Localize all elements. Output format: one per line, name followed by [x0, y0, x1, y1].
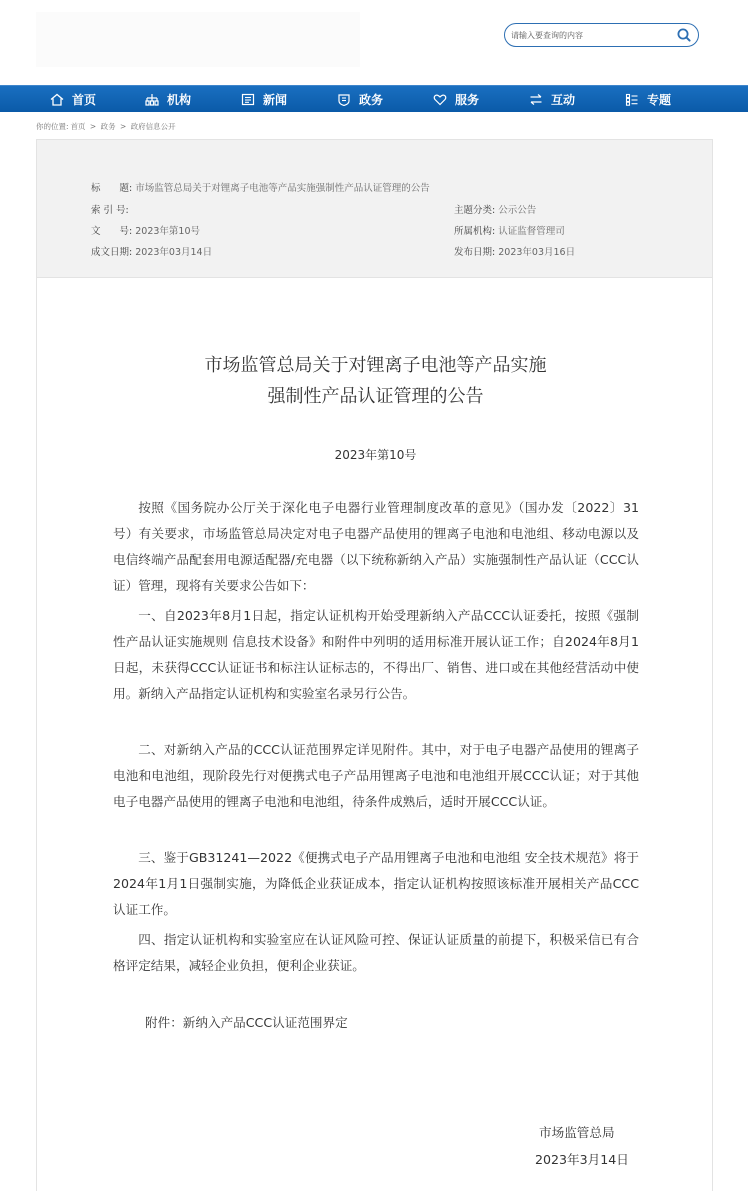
article-body	[36, 278, 713, 1191]
info-created-value: 2023年03月14日	[135, 247, 213, 258]
breadcrumb-sep: >	[120, 122, 127, 131]
nav-item-news[interactable]	[241, 86, 287, 113]
info-category-label: 主题分类:	[454, 205, 496, 216]
info-index-label: 索 引 号:	[91, 205, 129, 216]
nav-label: 新闻	[263, 93, 288, 107]
info-published-row	[454, 244, 575, 258]
breadcrumb-item-gov[interactable]: 政务	[100, 122, 116, 131]
nav-label: 政务	[359, 93, 384, 107]
list-icon	[625, 93, 639, 106]
info-title-row	[91, 180, 430, 194]
nav-label: 专题	[647, 93, 672, 107]
exchange-icon	[529, 93, 543, 106]
nav-label: 服务	[455, 93, 480, 107]
article-paragraph-intro: 按照《国务院办公厅关于深化电子电器行业管理制度改革的意见》（国办发〔2022〕31号）有关要求，市场监管总局决定对电子电器产品使用的锂离子电池和电池组、移动电源以及电信终端产品配套用电源适配器/充电器（以下统称新纳入产品）实施强制性产品认证（CCC认证）管理，现将有关要求公告如下：	[113, 500, 639, 593]
info-agency-label: 所属机构:	[454, 226, 496, 237]
article-paragraph-4: 四、指定认证机构和实验室应在认证风险可控、保证认证质量的前提下，积极采信已有合格评定结果，减轻企业负担，便利企业获证。	[113, 932, 639, 973]
article-docno: 2023年第10号	[334, 448, 417, 462]
breadcrumb	[36, 121, 178, 132]
site-logo[interactable]	[36, 12, 360, 67]
info-index-row	[91, 202, 129, 216]
info-published-value: 2023年03月16日	[498, 247, 576, 258]
info-created-row	[91, 244, 212, 258]
gov-icon	[337, 93, 351, 106]
attachment-link[interactable]: 附件：新纳入产品CCC认证范围界定	[145, 1015, 348, 1030]
breadcrumb-item-disclosure[interactable]: 政府信息公开	[130, 122, 176, 131]
news-icon	[241, 93, 255, 106]
nav-label: 互动	[551, 93, 576, 107]
info-docno-value: 2023年第10号	[135, 226, 200, 237]
sign-organization: 市场监管总局	[539, 1125, 615, 1140]
nav-item-service[interactable]	[433, 86, 479, 113]
info-agency-row	[454, 223, 565, 237]
search-input[interactable]	[511, 27, 671, 43]
article-paragraph-3: 三、鉴于GB31241—2022《便携式电子产品用锂离子电池和电池组 安全技术规范》将于2024年1月1日强制实施，为降低企业获证成本，指定认证机构按照该标准开展相关产品CCC认证工作。	[113, 850, 639, 917]
info-published-label: 发布日期:	[454, 247, 496, 258]
article-paragraph-1: 一、自2023年8月1日起，指定认证机构开始受理新纳入产品CCC认证委托，按照《强制性产品认证实施规则 信息技术设备》和附件中列明的适用标准开展认证工作；自2024年8月1日起，未获得CCC认证证书和标注认证标志的，不得出厂、销售、进口或在其他经营活动中使用。新纳入产品指定认证机构和实验室名录另行公告。	[113, 608, 639, 701]
sign-date: 2023年3月14日	[535, 1152, 629, 1167]
article-title-line2: 强制性产品认证管理的公告	[267, 386, 484, 407]
info-category-row	[454, 202, 536, 216]
info-docno-label: 文 号:	[91, 226, 133, 237]
article-title-line1: 市场监管总局关于对锂离子电池等产品实施	[204, 355, 547, 376]
heart-icon	[433, 93, 447, 106]
nav-item-org[interactable]	[145, 86, 191, 113]
nav-item-interact[interactable]	[529, 86, 575, 113]
nav-item-home[interactable]	[50, 86, 96, 113]
breadcrumb-prefix: 你的位置:	[36, 122, 69, 131]
info-title-label: 标 题:	[91, 183, 133, 194]
info-title-value: 市场监管总局关于对锂离子电池等产品实施强制性产品认证管理的公告	[135, 183, 430, 194]
article-paragraph-2: 二、对新纳入产品的CCC认证范围界定详见附件。其中，对于电子电器产品使用的锂离子电池和电池组，现阶段先行对便携式电子产品用锂离子电池和电池组开展CCC认证；对于其他电子电器产品使用的锂离子电池和电池组，待条件成熟后，适时开展CCC认证。	[113, 742, 639, 809]
nav-label: 首页	[72, 93, 97, 107]
main-nav	[0, 85, 748, 112]
document-info-panel	[36, 139, 713, 278]
home-icon	[50, 93, 64, 106]
nav-item-gov[interactable]	[337, 86, 383, 113]
info-docno-row	[91, 223, 200, 237]
site-header	[0, 0, 748, 85]
info-category-value: 公示公告	[498, 205, 537, 216]
info-agency-value: 认证监督管理司	[498, 226, 565, 237]
nav-label: 机构	[167, 93, 192, 107]
search-box	[504, 23, 699, 47]
nav-item-topic[interactable]	[625, 86, 671, 113]
search-icon[interactable]	[676, 27, 692, 43]
breadcrumb-sep: >	[89, 122, 97, 131]
breadcrumb-item-home[interactable]: 首页	[70, 122, 86, 131]
org-icon	[145, 93, 159, 106]
info-created-label: 成文日期:	[91, 247, 133, 258]
